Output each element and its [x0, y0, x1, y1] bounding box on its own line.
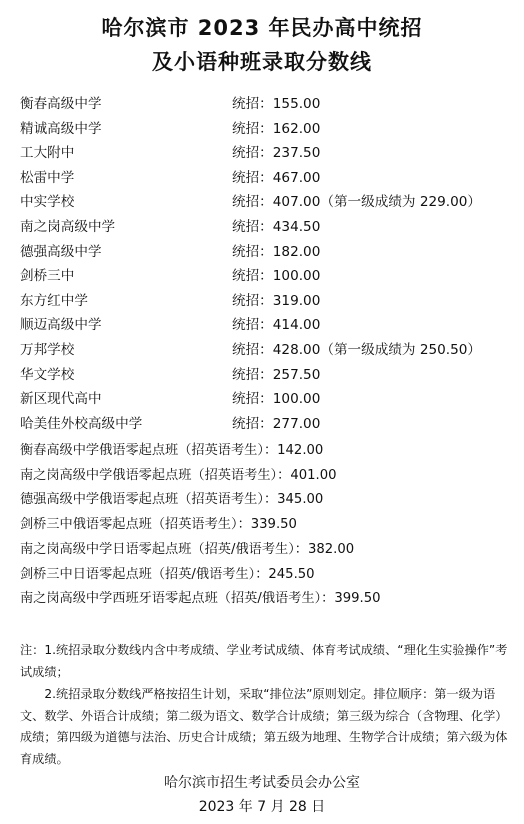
school-score: 统招：467.00: [232, 169, 321, 186]
school-name: 顺迈高级中学: [20, 317, 102, 334]
school-score: 统招：414.00: [232, 317, 321, 334]
page-title-line1: 哈尔滨市 2023 年民办高中统招: [101, 16, 423, 40]
school-name: 华文学校: [20, 366, 75, 383]
school-score: 统招：100.00: [232, 391, 321, 408]
school-score: 统招：257.50: [232, 366, 321, 383]
school-name: 新区现代高中: [20, 391, 102, 408]
school-name: 东方红中学: [20, 292, 88, 309]
special-class-row: 剑桥三中日语零起点班（招英/俄语考生）：245.50: [20, 566, 315, 582]
school-name: 南之岗高级中学: [20, 219, 116, 235]
school-score: 统招：162.00: [232, 120, 321, 137]
special-class-row: 衡春高级中学俄语零起点班（招英语考生）：142.00: [20, 443, 324, 458]
school-name: 松雷中学: [20, 169, 75, 186]
issue-date: 2023 年 7 月 28 日: [198, 799, 326, 815]
school-score: 统招：407.00（第一级成绩为 229.00）: [232, 194, 481, 211]
special-class-row: 剑桥三中俄语零起点班（招英语考生）：339.50: [20, 517, 297, 533]
school-score: 统招：100.00: [232, 268, 321, 285]
school-score: 统招：434.50: [232, 219, 321, 235]
note-2: 2.统招录取分数线严格按招生计划，采取“排位法”原则划定。排位顺序：第一级为语文、数学、外语合计成绩；第二级为语文、数学合计成绩；第三级为综合（含物理、化学）成绩；第四级为道德与法治、历史合计成绩；第五级为地理、生物学合计成绩；第六级为体育成绩。: [20, 687, 508, 766]
issuing-office: 哈尔滨市招生考试委员会办公室: [164, 775, 360, 791]
school-name: 万邦学校: [20, 342, 75, 358]
school-name: 精诚高级中学: [20, 120, 102, 137]
school-name: 工大附中: [20, 145, 75, 162]
school-name: 剑桥三中: [20, 268, 75, 285]
school-score: 统招：277.00: [232, 415, 321, 432]
school-name: 衡春高级中学: [20, 96, 102, 112]
special-class-row: 南之岗高级中学日语零起点班（招英/俄语考生）：382.00: [20, 541, 355, 557]
special-class-row: 德强高级中学俄语零起点班（招英语考生）：345.00: [20, 492, 324, 508]
school-score: 统招：182.00: [232, 243, 321, 260]
school-name: 哈美佳外校高级中学: [20, 415, 143, 432]
school-score: 统招：319.00: [232, 292, 321, 309]
special-class-row: 南之岗高级中学俄语零起点班（招英语考生）：401.00: [20, 467, 337, 483]
school-score: 统招：237.50: [232, 145, 321, 162]
school-name: 德强高级中学: [20, 243, 102, 260]
school-score: 统招：428.00（第一级成绩为 250.50）: [232, 342, 481, 358]
note-1: 注：1.统招录取分数线内含中考成绩、学业考试成绩、体育考试成绩、“理化生实验操作”考试成绩；: [20, 643, 508, 679]
school-score: 统招：155.00: [232, 96, 321, 112]
page-title-line2: 及小语种班录取分数线: [152, 50, 372, 74]
special-class-row: 南之岗高级中学西班牙语零起点班（招英/俄语考生）：399.50: [20, 591, 381, 607]
school-name: 中实学校: [20, 194, 75, 211]
